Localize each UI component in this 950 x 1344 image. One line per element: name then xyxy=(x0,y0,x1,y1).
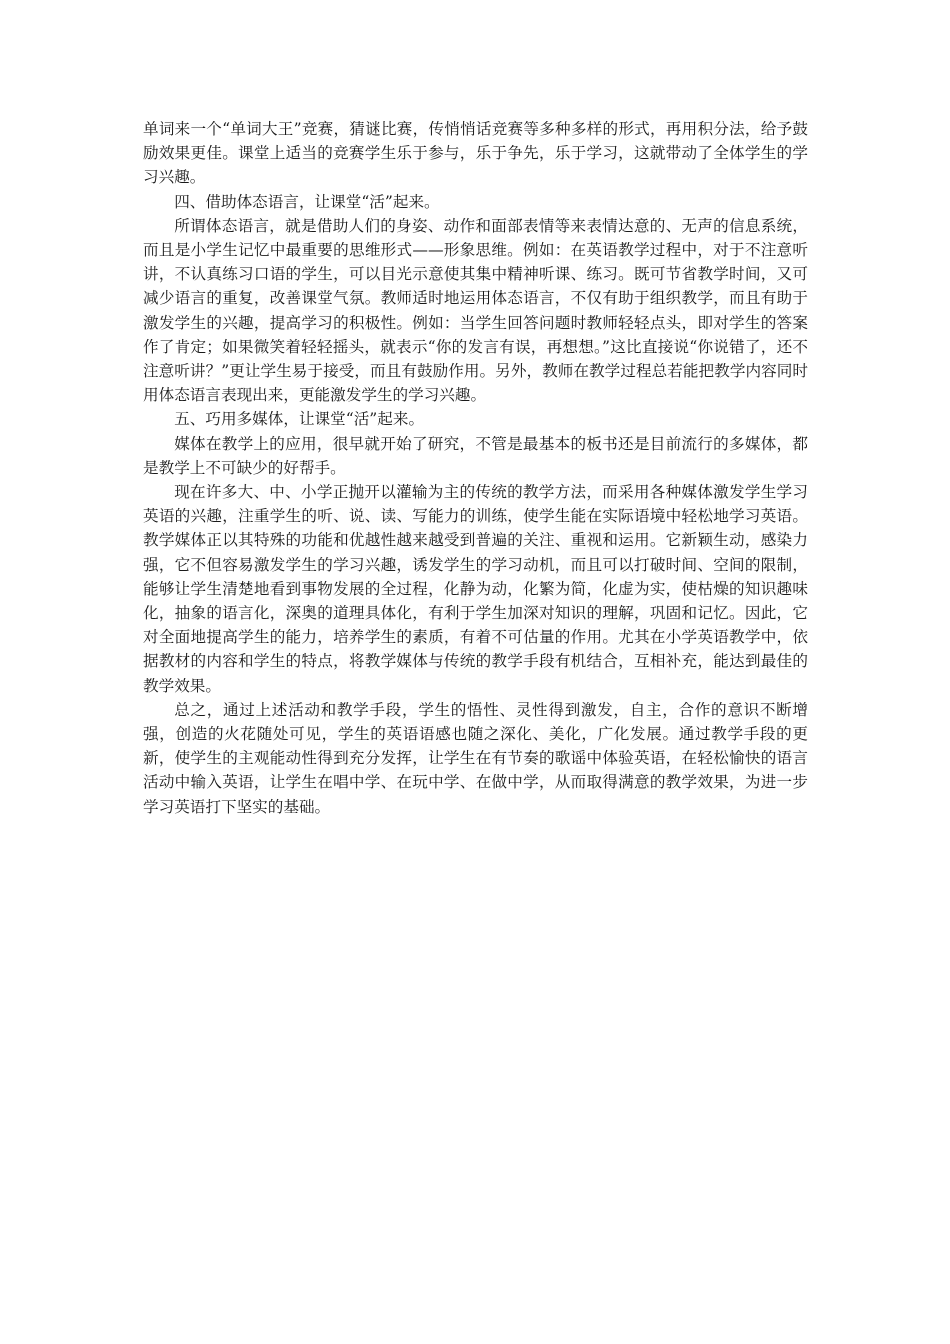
paragraph-continuation: 单词来一个“单词大王”竞赛，猜谜比赛，传悄悄话竞赛等多种多样的形式，再用积分法，给予鼓励效果更佳。课堂上适当的竞赛学生乐于参与，乐于争先，乐于学习，这就带动了全体学生的学习兴趣。 xyxy=(143,120,808,187)
paragraph-conclusion: 总之，通过上述活动和教学手段，学生的悟性、灵性得到激发，自主，合作的意识不断增强，创造的火花随处可见，学生的英语语感也随之深化、美化，广化发展。通过教学手段的更新，使学生的主观能动性得到充分发挥，让学生在有节奏的歌谣中体验英语，在轻松愉快的语言活动中输入英语，让学生在唱中学、在玩中学、在做中学，从而取得满意的教学效果，为进一步学习英语打下坚实的基础。 xyxy=(143,700,808,816)
paragraph-body-language: 所谓体态语言，就是借助人们的身姿、动作和面部表情等来表情达意的、无声的信息系统，而且是小学生记忆中最重要的思维形式——形象思维。例如：在英语教学过程中，对于不注意听讲，不认真练习口语的学生，可以目光示意使其集中精神听课、练习。既可节省教学时间，又可减少语言的重复，改善课堂气氛。教师适时地运用体态语言，不仅有助于组织教学，而且有助于激发学生的兴趣，提高学习的积极性。例如：当学生回答问题时教师轻轻点头，即对学生的答案作了肯定；如果微笑着轻轻摇头，就表示“你的发言有误，再想想。”这比直接说“你说错了，还不注意听讲？”更让学生易于接受，而且有鼓励作用。另外，教师在教学过程总若能把教学内容同时用体态语言表现出来，更能激发学生的学习兴趣。 xyxy=(143,216,808,405)
section-heading-5: 五、巧用多媒体，让课堂“活”起来。 xyxy=(174,410,425,429)
paragraph-media-intro: 媒体在教学上的应用，很早就开始了研究，不管是最基本的板书还是目前流行的多媒体，都是教学上不可缺少的好帮手。 xyxy=(143,434,808,477)
section-heading-4: 四、借助体态语言，让课堂“活”起来。 xyxy=(174,192,440,211)
paragraph-media-detail: 现在许多大、中、小学正抛开以灌输为主的传统的教学方法，而采用各种媒体激发学生学习英语的兴趣，注重学生的听、说、读、写能力的训练，使学生能在实际语境中轻松地学习英语。教学媒体正以其特殊的功能和优越性越来越受到普遍的关注、重视和运用。它新颖生动，感染力强，它不但容易激发学生的学习兴趣，诱发学生的学习动机，而且可以打破时间、空间的限制，能够让学生清楚地看到事物发展的全过程，化静为动，化繁为简，化虚为实，使枯燥的知识趣味化，抽象的语言化，深奥的道理具体化，有利于学生加深对知识的理解，巩固和记忆。因此，它对全面地提高学生的能力，培养学生的素质，有着不可估量的作用。尤其在小学英语教学中，依据教材的内容和学生的特点，将教学媒体与传统的教学手段有机结合，互相补充，能达到最佳的教学效果。 xyxy=(143,483,808,695)
document-page xyxy=(143,117,808,819)
